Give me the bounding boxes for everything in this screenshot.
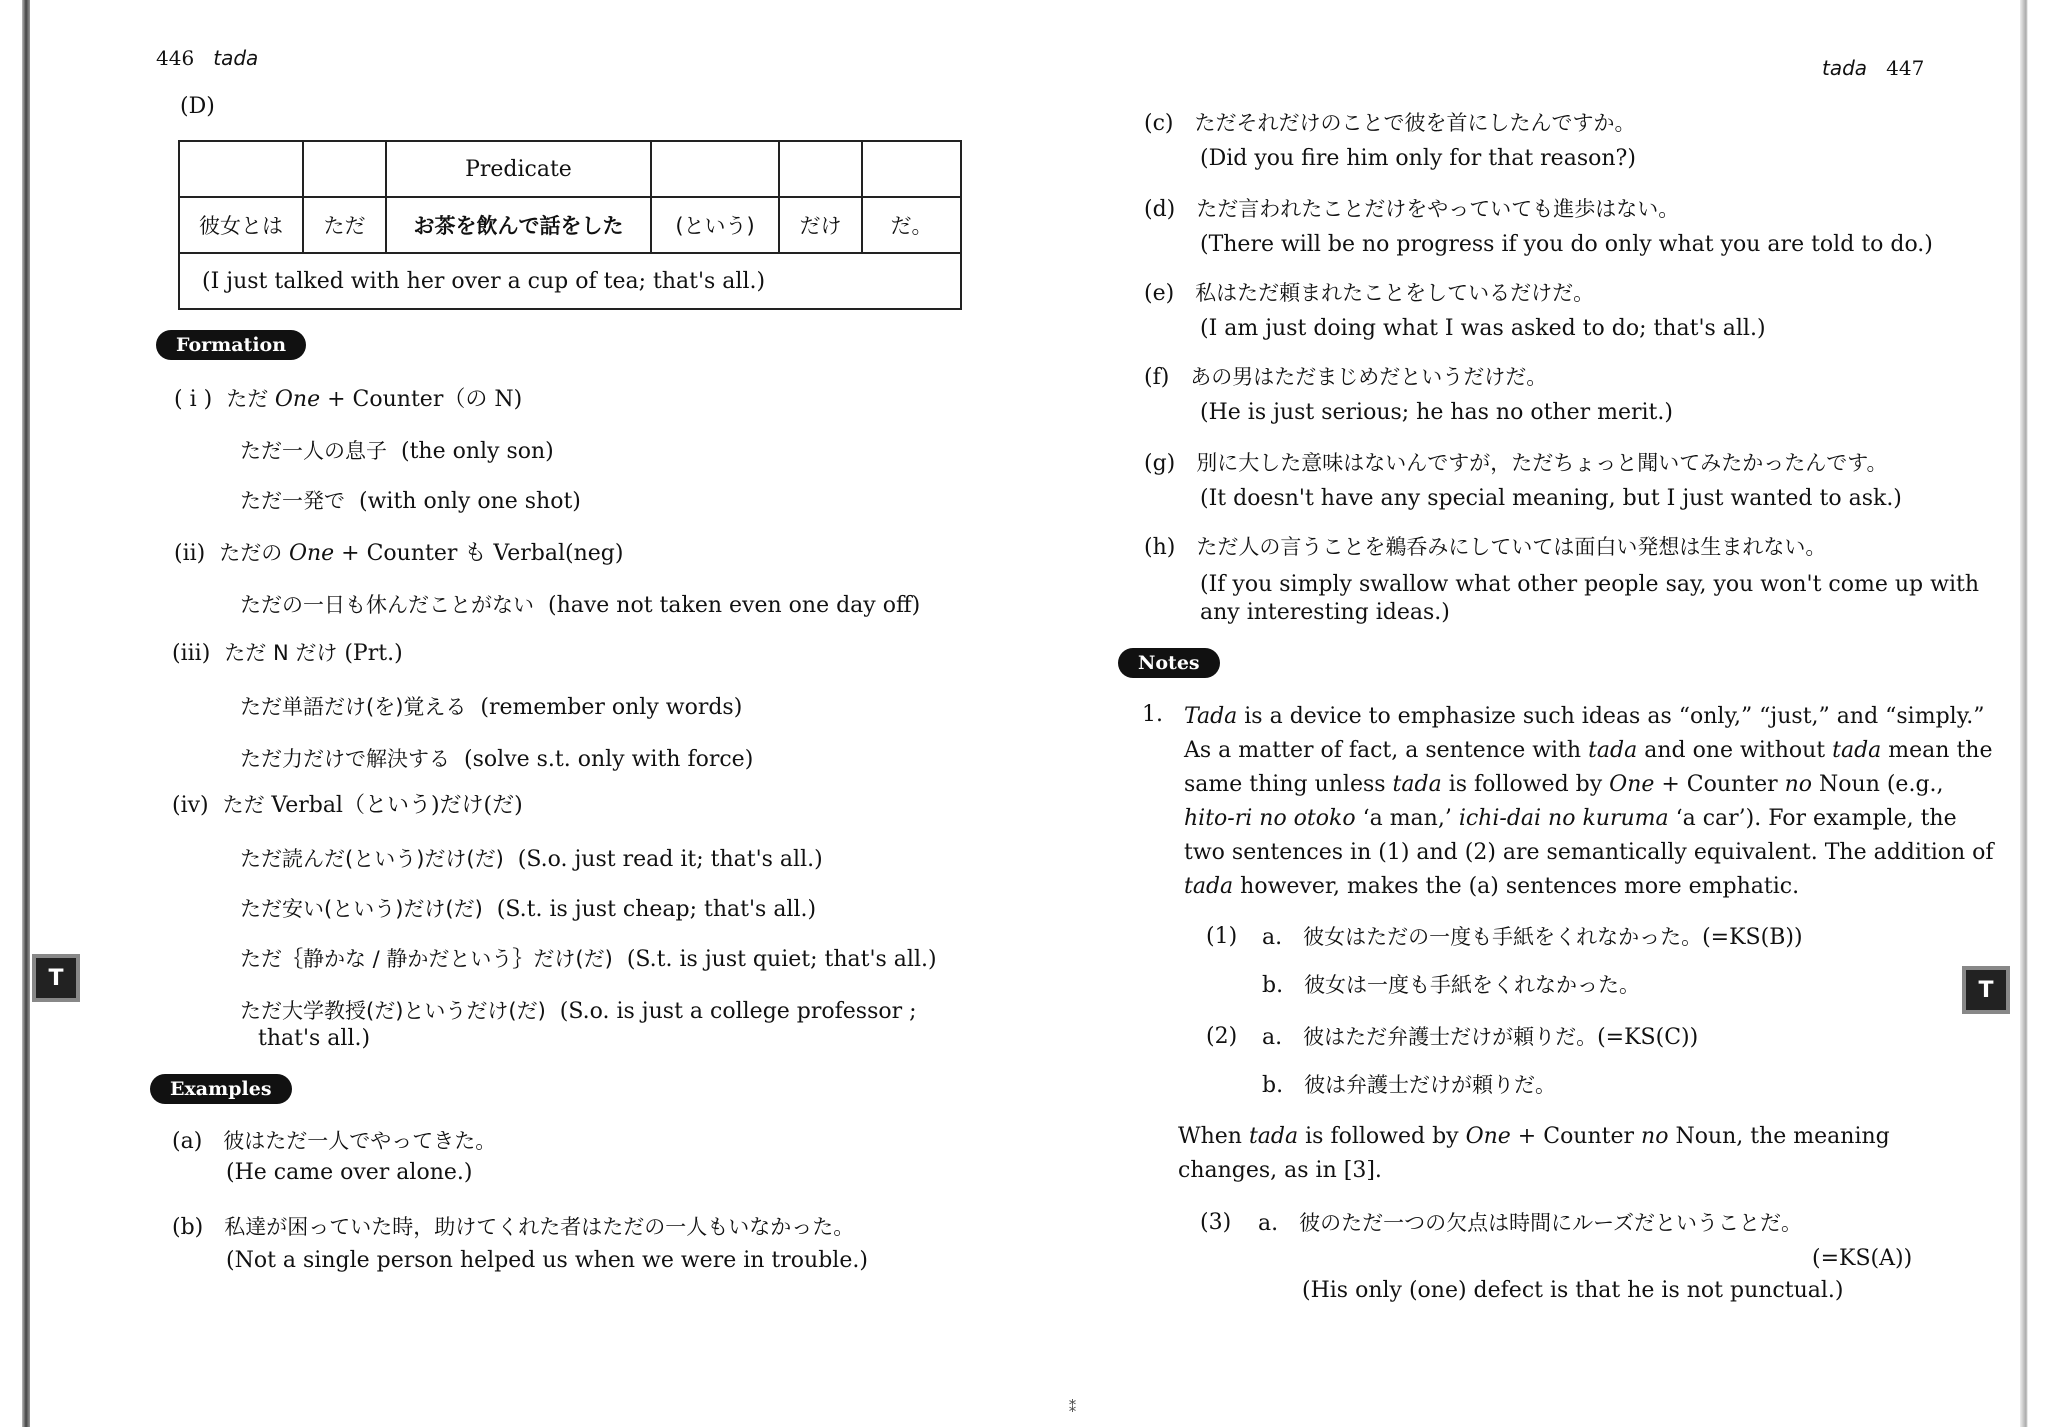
right-running-head [1822,56,1924,80]
pair-1-number: (1) [1206,924,1238,949]
when-line: changes, as in [3]. [1178,1158,1382,1183]
note-line: tada however, makes the (a) sentences more emphatic. [1184,874,1800,899]
example-a-translation: (He came over alone.) [226,1160,473,1185]
examples-badge: Examples [150,1074,292,1104]
table-header-cell [303,141,386,197]
example-a: (a) 彼はただ一人でやってきた。 [172,1129,497,1154]
formation-badge: Formation [156,330,306,360]
table-header-cell [862,141,961,197]
example-h: (h) ただ人の言うことを鵜呑みにしていては面白い発想は生まれない。 [1144,535,1827,560]
table-header-cell [779,141,862,197]
example-f: (f) あの男はただまじめだというだけだ。 [1144,365,1548,390]
example-e-translation: (I am just doing what I was asked to do; that's all.) [1200,316,1766,341]
book-edge-right [2020,0,2048,1427]
formation-line: ただ一発で (with only one shot) [240,489,581,514]
example-h-translation-2: any interesting ideas.) [1200,600,1450,625]
example-b: (b) 私達が困っていた時，助けてくれた者はただの一人もいなかった。 [172,1215,855,1240]
pair-1b: b. 彼女は一度も手紙をくれなかった。 [1262,973,1641,998]
when-line: When tada is followed by One + Counter no Noun, the meaning [1178,1124,1890,1149]
example-g-translation: (It doesn't have any special meaning, but I just wanted to ask.) [1200,486,1902,511]
note-line: Tada is a device to emphasize such ideas as “only,” “just,” and “simply.” [1184,704,1985,729]
predicate-table [178,140,962,310]
formation-line: ただ安い(という)だけ(だ) (S.t. is just cheap; that's all.) [240,897,817,922]
formation-line: ただ単語だけ(を)覚える (remember only words) [240,695,743,720]
pair-1a: a. 彼女はただの一度も手紙をくれなかった。(=KS(B)) [1262,925,1803,950]
formation-line: that's all.) [258,1026,371,1051]
left-running-head [156,46,258,70]
example-d-translation: (There will be no progress if you do only what you are told to do.) [1200,232,1933,257]
formation-line: ただ大学教授(だ)というだけ(だ) (S.o. is just a college professor ; [240,999,917,1024]
chapter-tab-right: T [1962,966,2010,1014]
gutter-mark: ⁑ [1069,1400,1076,1416]
formation-line: (ii) ただの One + Counter も Verbal(neg) [174,541,624,566]
table-cell: だけ [779,197,862,253]
pair-2a: a. 彼はただ弁護士だけが頼りだ。(=KS(C)) [1262,1025,1699,1050]
table-cell: (という) [651,197,779,253]
formation-line: ( i ) ただ One + Counter（の N) [174,387,523,412]
ex3-number: (3) [1200,1210,1232,1235]
table-translation: (I just talked with her over a cup of tea; that's all.) [179,253,961,309]
table-cell: だ。 [862,197,961,253]
pair-2-number: (2) [1206,1024,1238,1049]
example-c-translation: (Did you fire him only for that reason?) [1200,146,1636,171]
right-page-number: 447 [1886,56,1925,80]
table-header-cell [179,141,303,197]
pair-2b: b. 彼は弁護士だけが頼りだ。 [1262,1073,1557,1098]
formation-line: ただ｛静かな / 静かだという｝だけ(だ) (S.t. is just quiet; that's all.) [240,947,937,972]
formation-line: ただ力だけで解決する (solve s.t. only with force) [240,747,754,772]
note-line: two sentences in (1) and (2) are semantically equivalent. The addition of [1184,840,1994,865]
example-g: (g) 別に大した意味はないんですが，ただちょっと聞いてみたかったんです。 [1144,451,1888,476]
formation-line: (iii) ただ N だけ (Prt.) [172,641,403,666]
table-header-cell [651,141,779,197]
ex3-translation: (His only (one) defect is that he is not punctual.) [1302,1278,1844,1303]
ex3-reference: (=KS(A)) [1812,1246,1913,1271]
notes-badge: Notes [1118,648,1220,678]
formation-line: ただ読んだ(という)だけ(だ) (S.o. just read it; that's all.) [240,847,823,872]
example-e: (e) 私はただ頼まれたことをしているだけだ。 [1144,281,1595,306]
chapter-tab-left: T [32,954,80,1002]
example-b-translation: (Not a single person helped us when we were in trouble.) [226,1248,868,1273]
ex3-sentence: a. 彼のただ一つの欠点は時間にルーズだということだ。 [1258,1211,1803,1236]
left-page-number: 446 [156,46,195,70]
note-line: same thing unless tada is followed by One + Counter no Noun (e.g., [1184,772,1944,797]
note-number: 1. [1142,702,1163,727]
table-cell: 彼女とは [179,197,303,253]
example-d: (d) ただ言われたことだけをやっていても進歩はない。 [1144,197,1680,222]
table-cell: ただ [303,197,386,253]
note-line: As a matter of fact, a sentence with tada and one without tada mean the [1184,738,1993,763]
note-line: hito-ri no otoko ‘a man,’ ichi-dai no kuruma ‘a car’). For example, the [1184,806,1957,831]
left-running-title: tada [213,46,259,70]
section-label: (D) [180,94,215,119]
formation-line: (iv) ただ Verbal（という)だけ(だ) [172,793,523,818]
example-c: (c) ただそれだけのことで彼を首にしたんですか。 [1144,111,1636,136]
example-f-translation: (He is just serious; he has no other merit.) [1200,400,1673,425]
formation-line: ただ一人の息子 (the only son) [240,439,554,464]
table-cell-predicate: お茶を飲んで話をした [386,197,651,253]
right-running-title: tada [1822,56,1868,80]
book-spine-left [0,0,30,1427]
table-header-predicate: Predicate [386,141,651,197]
formation-line: ただの一日も休んだことがない (have not taken even one day off) [240,593,921,618]
example-h-translation: (If you simply swallow what other people say, you won't come up with [1200,572,1979,597]
